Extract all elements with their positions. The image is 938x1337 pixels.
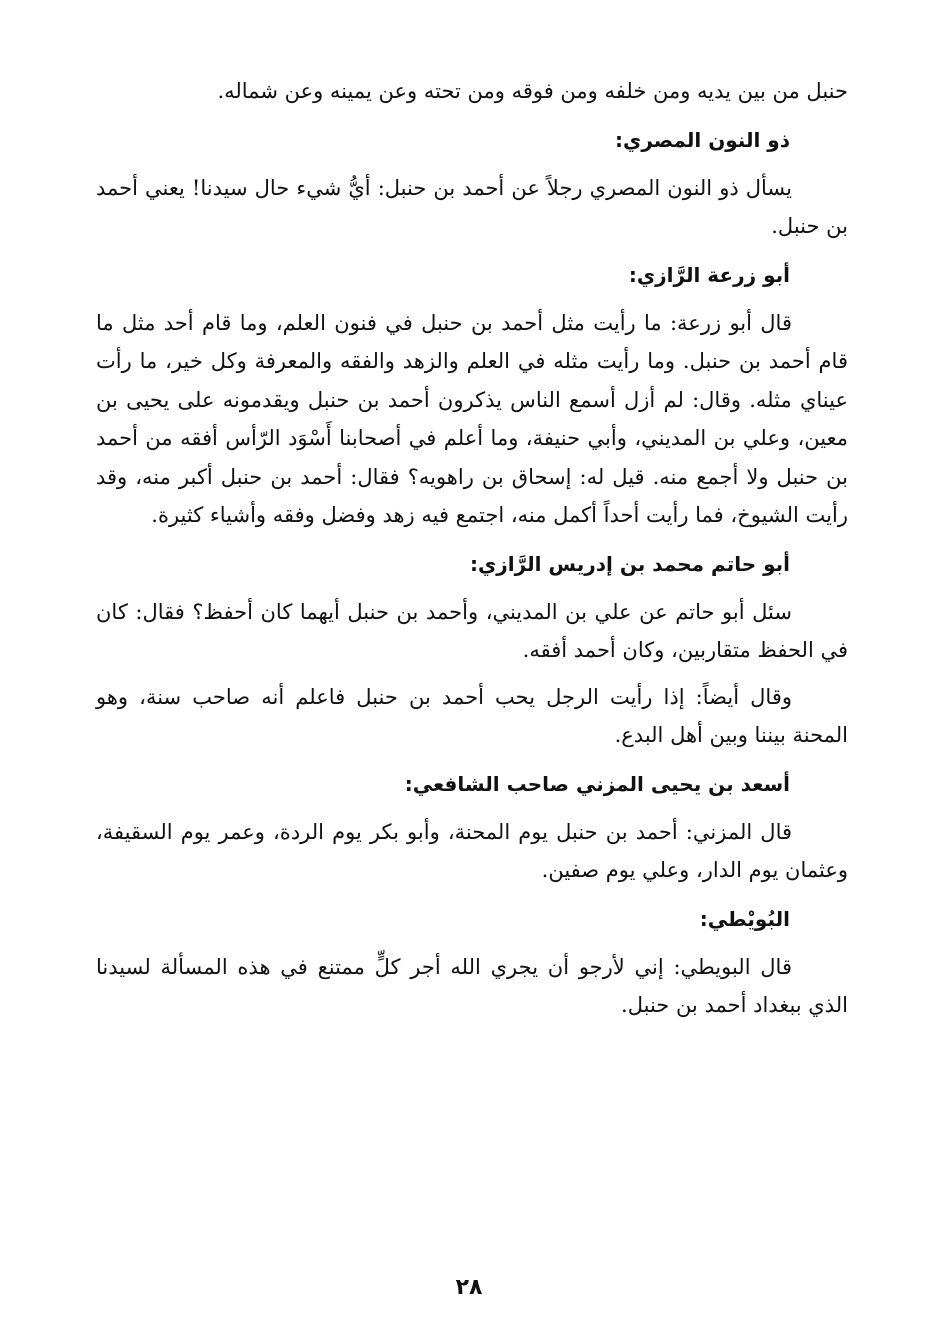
page-body [96, 72, 848, 1033]
paragraph: قال أبو زرعة: ما رأيت مثل أحمد بن حنبل في فنون العلم، وما قام أحد مثل ما قام أحمد بن حنبل. وما رأيت مثله في العلم والزهد والفقه والمعرفة وكل خير، ما رأت عيناي مثله. وقال: لم أزل أسمع الناس يذكرون أحمد بن حنبل ويقدمونه على يحيى بن معين، وعلي بن المديني، وأبي حنيفة، وما أعلم في أصحابنا أَسْوَد الرّأس أفقه من أحمد بن حنبل ولا أجمع منه. قيل له: إسحاق بن راهويه؟ فقال: أحمد بن حنبل أكبر منه، وقد رأيت الشيوخ، فما رأيت أحداً أكمل منه، اجتمع فيه زهد وفضل وفقه وأشياء كثيرة. [96, 310, 848, 527]
section-heading: أبو حاتم محمد بن إدريس الرَّازي: [469, 551, 790, 576]
section-heading: أسعد بن يحيى المزني صاحب الشافعي: [404, 771, 790, 796]
paragraph: حنبل من بين يديه ومن خلفه ومن فوقه ومن تحته وعن يمينه وعن شماله. [217, 79, 848, 103]
page-number: ٢٨ [455, 1275, 483, 1300]
paragraph: يسأل ذو النون المصري رجلاً عن أحمد بن حنبل: أيُّ شيء حال سيدنا! يعني أحمد بن حنبل. [96, 175, 848, 238]
paragraph: وقال أيضاً: إذا رأيت الرجل يحب أحمد بن حنبل فاعلم أنه صاحب سنة، وهو المحنة بيننا وبين أهل البدع. [96, 684, 848, 747]
paragraph: قال البويطي: إني لأرجو أن يجري الله أجر كلٍّ ممتنع في هذه المسألة لسيدنا الذي ببغداد أحمد بن حنبل. [96, 954, 848, 1017]
paragraph: قال المزني: أحمد بن حنبل يوم المحنة، وأبو بكر يوم الردة، وعمر يوم السقيفة، وعثمان يوم الدار، وعلي يوم صفين. [96, 819, 848, 882]
paragraph: سئل أبو حاتم عن علي بن المديني، وأحمد بن حنبل أيهما كان أحفظ؟ فقال: كان في الحفظ متقاربين، وكان أحمد أفقه. [96, 599, 848, 662]
section-heading: أبو زرعة الرَّازي: [628, 262, 790, 287]
section-heading: البُويْطي: [699, 906, 790, 931]
section-heading: ذو النون المصري: [614, 127, 790, 152]
